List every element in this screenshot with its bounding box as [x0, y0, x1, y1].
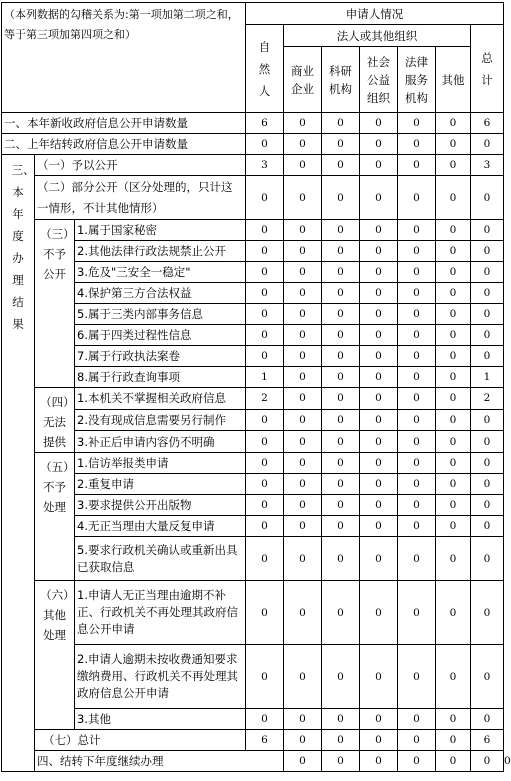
item-label: 1.信访举报类申请 [75, 453, 246, 474]
cell: 0 [322, 134, 360, 155]
item-label: 1.本机关不掌握相关政府信息 [75, 388, 246, 410]
cell: 0 [398, 176, 436, 220]
cell: 0 [246, 220, 284, 241]
cell: 0 [398, 474, 436, 495]
table-row [2, 262, 504, 283]
cell: 0 [436, 751, 471, 772]
cell: 0 [436, 453, 471, 474]
cell: 6 [471, 730, 504, 751]
cell: 0 [398, 730, 436, 751]
table-row [2, 581, 504, 645]
cell: 0 [436, 367, 471, 388]
table-row: 四、结转下年度继续办理 0 0 0 0 0 0 0 [2, 751, 504, 772]
cell: 0 [284, 155, 322, 176]
cell: 0 [322, 453, 360, 474]
cell: 6 [246, 113, 284, 134]
cell: 0 [398, 751, 436, 772]
cell: 0 [398, 134, 436, 155]
table-row [2, 176, 504, 220]
cell: 0 [284, 431, 322, 453]
cell: 0 [284, 304, 322, 325]
cell: 0 [284, 474, 322, 495]
other-header: 其他 [436, 47, 471, 113]
cell: 0 [398, 537, 436, 581]
cell: 0 [471, 474, 504, 495]
cell: 6 [246, 730, 284, 751]
item-label: 1.属于国家秘密 [75, 220, 246, 241]
social-welfare-header: 社会公益组织 [360, 47, 398, 113]
cell: 2 [471, 388, 504, 410]
cell: 0 [246, 325, 284, 346]
table-row [2, 367, 504, 388]
cell: 0 [284, 495, 322, 516]
cell: 0 [360, 474, 398, 495]
cell: 0 [322, 516, 360, 537]
cell: 0 [246, 431, 284, 453]
cell: 0 [284, 283, 322, 304]
cell: 0 [284, 537, 322, 581]
cell: 0 [322, 409, 360, 431]
cell: 0 [436, 262, 471, 283]
table-row [2, 346, 504, 367]
cell: 0 [471, 283, 504, 304]
carry-next-label: 四、结转下年度继续办理 [35, 751, 284, 772]
cell: 0 [436, 581, 471, 645]
cell: 0 [398, 241, 436, 262]
cell: 0 [284, 367, 322, 388]
item-label: 2.申请人逾期未按收费通知要求缴纳费用、行政机关不再处理其政府信息公开申请 [75, 645, 246, 709]
item-label: 2.重复申请 [75, 474, 246, 495]
cell: 0 [360, 730, 398, 751]
cell: 0 [471, 134, 504, 155]
cell: 0 [398, 709, 436, 730]
other-handling-group-label: （六）其他处理 [35, 581, 75, 730]
cell: 0 [284, 751, 322, 772]
table-row [2, 409, 504, 431]
cell: 0 [284, 453, 322, 474]
table-row [2, 709, 504, 730]
cell: 0 [398, 262, 436, 283]
cell: 0 [246, 537, 284, 581]
item-label: 3.要求提供公开出版物 [75, 495, 246, 516]
cell: 0 [471, 495, 504, 516]
section3-label: 三、本年度办理结果 [2, 155, 35, 772]
cell: 1 [471, 367, 504, 388]
cell: 0 [436, 431, 471, 453]
cell: 0 [360, 241, 398, 262]
table-row [2, 453, 504, 474]
cell: 0 [398, 453, 436, 474]
cell: 0 [436, 346, 471, 367]
cell: 0 [322, 262, 360, 283]
cell: 0 [322, 241, 360, 262]
cell: 0 [398, 645, 436, 709]
cell: 0 [360, 176, 398, 220]
cell: 0 [246, 409, 284, 431]
cell: 0 [471, 304, 504, 325]
cell: 0 [284, 516, 322, 537]
table-row [2, 431, 504, 453]
cell: 0 [360, 453, 398, 474]
cell: 0 [471, 709, 504, 730]
cell: 0 [398, 367, 436, 388]
cell: 0 [246, 262, 284, 283]
cell: 0 [436, 113, 471, 134]
legal-service-header: 法律服务机构 [398, 47, 436, 113]
table-row [2, 283, 504, 304]
cell: 0 [436, 304, 471, 325]
cell: 0 [322, 751, 360, 772]
carried-over-label: 二、上年结转政府信息公开申请数量 [2, 134, 246, 155]
table-row [2, 220, 504, 241]
item-label: 7.属于行政执法案卷 [75, 346, 246, 367]
cell: 0 [398, 388, 436, 410]
cell: 0 [436, 176, 471, 220]
subtotal-label: （七）总计 [35, 730, 246, 751]
cell: 0 [360, 537, 398, 581]
cell: 0 [436, 220, 471, 241]
cell: 0 [322, 581, 360, 645]
cell: 0 [360, 304, 398, 325]
cell: 0 [322, 283, 360, 304]
cell: 0 [398, 516, 436, 537]
cell: 0 [284, 346, 322, 367]
cell: 0 [322, 304, 360, 325]
cell: 0 [322, 325, 360, 346]
cell: 0 [360, 751, 398, 772]
cell: 0 [284, 409, 322, 431]
cell: 0 [360, 346, 398, 367]
cell: 0 [322, 113, 360, 134]
cell: 0 [398, 304, 436, 325]
cell: 0 [360, 325, 398, 346]
cell: 0 [436, 474, 471, 495]
cell: 0 [360, 134, 398, 155]
table-row [2, 645, 504, 709]
cell: 0 [398, 431, 436, 453]
cell: 0 [471, 645, 504, 709]
cell: 0 [246, 241, 284, 262]
cell: 0 [360, 431, 398, 453]
cell: 0 [246, 176, 284, 220]
research-header: 科研机构 [322, 47, 360, 113]
unable-group-label: （四）无法提供 [35, 388, 75, 453]
item-label: 3.其他 [75, 709, 246, 730]
cell: 0 [284, 388, 322, 410]
cell: 0 [246, 645, 284, 709]
cell: 0 [284, 730, 322, 751]
table-note: （本列数据的勾稽关系为:第一项加第二项之和，等于第三项加第四项之和） [2, 3, 246, 113]
cell: 0 [284, 325, 322, 346]
cell: 0 [322, 495, 360, 516]
cell: 0 [246, 516, 284, 537]
cell: 0 [246, 134, 284, 155]
cell: 0 [436, 645, 471, 709]
item-label: 3.危及"三安全一稳定" [75, 262, 246, 283]
cell: 0 [360, 283, 398, 304]
cell: 0 [360, 113, 398, 134]
cell: 0 [398, 325, 436, 346]
cell: 0 [360, 516, 398, 537]
new-applications-label: 一、本年新收政府信息公开申请数量 [2, 113, 246, 134]
table-row [2, 155, 504, 176]
cell: 0 [398, 409, 436, 431]
cell: 0 [471, 581, 504, 645]
cell: 0 [322, 155, 360, 176]
cell: 0 [398, 220, 436, 241]
cell: 0 [360, 645, 398, 709]
cell: 0 [436, 409, 471, 431]
table-row [2, 304, 504, 325]
table-row [2, 474, 504, 495]
cell: 0 [398, 495, 436, 516]
item-label: 8.属于行政查询事项 [75, 367, 246, 388]
table-row [2, 241, 504, 262]
cell: 0 [398, 155, 436, 176]
cell: 0 [471, 262, 504, 283]
item-label: 1.申请人无正当理由逾期不补正、行政机关不再处理其政府信息公开申请 [75, 581, 246, 645]
item-label: 6.属于四类过程性信息 [75, 325, 246, 346]
item-label: 5.要求行政机关确认或重新出具已获取信息 [75, 537, 246, 581]
cell: 0 [246, 709, 284, 730]
cell: 0 [436, 283, 471, 304]
cell: 1 [246, 367, 284, 388]
cell: 0 [436, 241, 471, 262]
item-label: 5.属于三类内部事务信息 [75, 304, 246, 325]
table-row [2, 516, 504, 537]
cell: 3 [246, 155, 284, 176]
cell: 0 [284, 241, 322, 262]
refuse-group-label: （三）不予公开 [35, 220, 75, 388]
cell: 0 [360, 495, 398, 516]
cell: 0 [322, 431, 360, 453]
item-label: 4.保护第三方合法权益 [75, 283, 246, 304]
cell: 0 [360, 581, 398, 645]
table-row [2, 388, 504, 410]
cell: 0 [436, 730, 471, 751]
cell: 0 [322, 346, 360, 367]
cell: 0 [436, 516, 471, 537]
gov-info-disclosure-table [1, 2, 511, 772]
commercial-header: 商业企业 [284, 47, 322, 113]
cell: 0 [246, 581, 284, 645]
cell: 0 [398, 581, 436, 645]
applicant-info-header: 申请人情况 [246, 3, 504, 25]
cell: 0 [360, 367, 398, 388]
cell: 0 [471, 220, 504, 241]
cell: 0 [322, 220, 360, 241]
cell: 0 [398, 283, 436, 304]
table-row [2, 730, 504, 751]
cell: 0 [322, 176, 360, 220]
item-label: 3.补正后申请内容仍不明确 [75, 431, 246, 453]
item-label: 2.没有现成信息需要另行制作 [75, 409, 246, 431]
cell: 0 [246, 304, 284, 325]
cell: 0 [322, 388, 360, 410]
cell: 0 [360, 262, 398, 283]
legal-group-header: 法人或其他组织 [284, 25, 471, 47]
cell: 0 [284, 220, 322, 241]
table-row [2, 113, 504, 134]
cell: 0 [246, 474, 284, 495]
cell: 0 [322, 367, 360, 388]
cell: 0 [398, 113, 436, 134]
cell: 0 [246, 453, 284, 474]
cell: 0 [284, 113, 322, 134]
cell: 0 [436, 537, 471, 581]
grant-label: （一）予以公开 [35, 155, 246, 176]
cell: 0 [471, 537, 504, 581]
cell: 0 [322, 709, 360, 730]
cell: 0 [471, 453, 504, 474]
cell: 0 [471, 751, 504, 772]
natural-person-header: 自然人 [246, 25, 284, 113]
cell: 0 [322, 645, 360, 709]
cell: 0 [322, 474, 360, 495]
cell: 0 [436, 388, 471, 410]
not-handled-group-label: （五）不予处理 [35, 453, 75, 581]
table-row [2, 325, 504, 346]
cell: 0 [471, 346, 504, 367]
cell: 0 [436, 325, 471, 346]
cell: 0 [360, 388, 398, 410]
cell: 0 [471, 516, 504, 537]
cell: 0 [284, 645, 322, 709]
cell: 0 [471, 176, 504, 220]
item-label: 2.其他法律行政法规禁止公开 [75, 241, 246, 262]
cell: 0 [246, 495, 284, 516]
cell: 0 [284, 581, 322, 645]
table-row [2, 495, 504, 516]
cell: 0 [360, 709, 398, 730]
cell: 0 [246, 283, 284, 304]
cell: 0 [284, 262, 322, 283]
item-label: 4.无正当理由大量反复申请 [75, 516, 246, 537]
cell: 0 [246, 346, 284, 367]
cell: 0 [284, 134, 322, 155]
table-row [2, 134, 504, 155]
cell: 0 [322, 537, 360, 581]
cell: 0 [471, 431, 504, 453]
cell: 6 [471, 113, 504, 134]
partial-label: （二）部分公开（区分处理的，只计这一情形，不计其他情形） [35, 176, 246, 220]
cell: 0 [471, 241, 504, 262]
cell: 0 [360, 409, 398, 431]
cell: 0 [436, 709, 471, 730]
cell: 0 [436, 495, 471, 516]
cell: 0 [360, 220, 398, 241]
total-header: 总计 [471, 25, 504, 113]
cell: 0 [471, 409, 504, 431]
cell: 3 [471, 155, 504, 176]
cell: 0 [284, 176, 322, 220]
cell: 0 [436, 134, 471, 155]
cell: 0 [471, 325, 504, 346]
cell: 0 [360, 155, 398, 176]
table-row [2, 537, 504, 581]
cell: 0 [284, 709, 322, 730]
cell: 2 [246, 388, 284, 410]
cell: 0 [436, 155, 471, 176]
cell: 0 [322, 730, 360, 751]
cell: 0 [398, 346, 436, 367]
